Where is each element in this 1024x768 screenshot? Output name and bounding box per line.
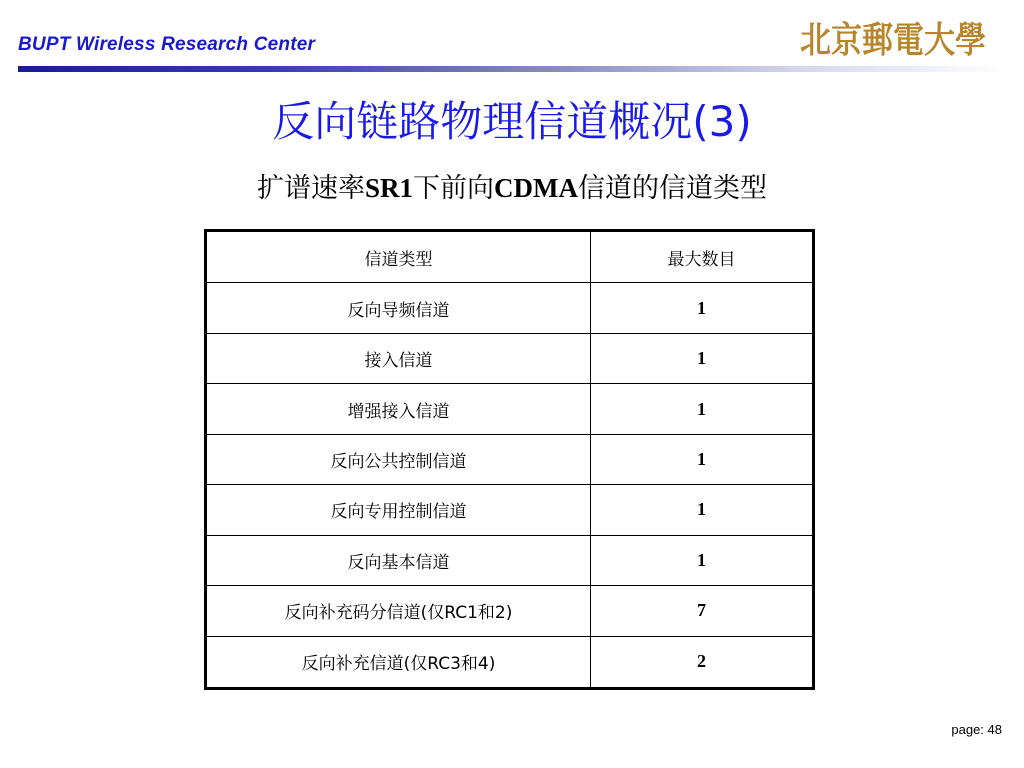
page-number: page: 48: [951, 722, 1002, 737]
max-count-cell: 1: [591, 535, 814, 585]
subtitle-part: SR1: [365, 173, 414, 203]
table-row: [206, 283, 814, 333]
table-row: [206, 333, 814, 383]
subtitle-part: 信道的信道类型: [578, 173, 767, 204]
channel-type-cell: 反向基本信道: [206, 535, 591, 585]
subtitle-part: 扩谱速率: [257, 173, 365, 204]
max-count-cell: 7: [591, 586, 814, 636]
channel-type-cell: 接入信道: [206, 333, 591, 383]
logo-text: 北京郵電大學: [800, 19, 986, 61]
table-row: [206, 636, 814, 688]
subtitle-part: 下前向: [413, 173, 495, 204]
channel-type-cell: 反向补充码分信道(仅RC1和2): [206, 586, 591, 636]
max-count-cell: 1: [591, 434, 814, 484]
table-header-row: [206, 231, 814, 283]
channel-type-cell: 反向专用控制信道: [206, 485, 591, 535]
column-header-type: 信道类型: [206, 231, 591, 283]
header-divider: [18, 66, 1006, 72]
table-row: [206, 434, 814, 484]
org-name: BUPT Wireless Research Center: [18, 34, 316, 55]
subtitle-part: CDMA: [494, 173, 578, 203]
table-row: [206, 535, 814, 585]
slide-title: 反向链路物理信道概况(3): [272, 97, 752, 146]
max-count-cell: 1: [591, 283, 814, 333]
university-logo: [798, 12, 988, 62]
table-row: [206, 586, 814, 636]
max-count-cell: 1: [591, 384, 814, 434]
max-count-cell: 1: [591, 333, 814, 383]
channel-type-table: [204, 229, 815, 690]
max-count-cell: 2: [591, 636, 814, 688]
column-header-max: 最大数目: [591, 231, 814, 283]
channel-type-cell: 反向补充信道(仅RC3和4): [206, 636, 591, 688]
channel-type-cell: 增强接入信道: [206, 384, 591, 434]
table-row: [206, 384, 814, 434]
slide-subtitle: [0, 170, 1024, 207]
max-count-cell: 1: [591, 485, 814, 535]
table-row: [206, 485, 814, 535]
channel-type-cell: 反向导频信道: [206, 283, 591, 333]
channel-type-cell: 反向公共控制信道: [206, 434, 591, 484]
